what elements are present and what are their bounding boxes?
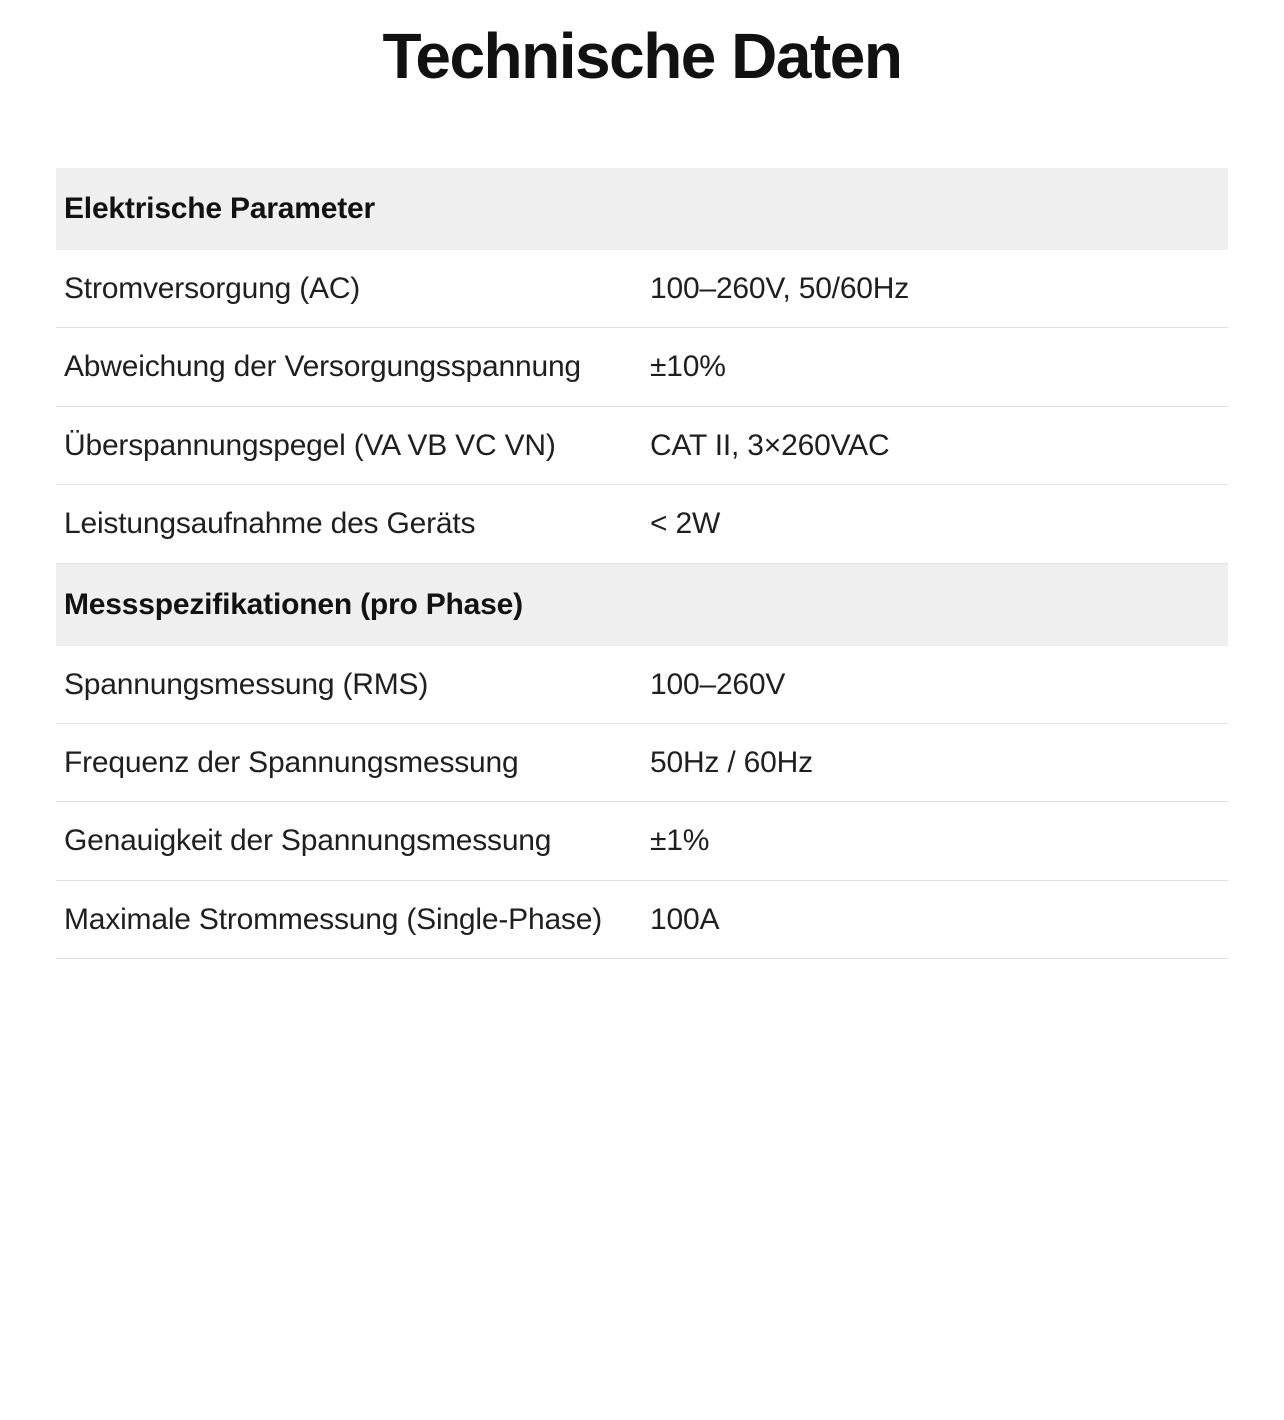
spec-label: Frequenz der Spannungsmessung [56,723,642,801]
table-row [56,328,1228,406]
section-heading-measurement-specifications: Messspezifikationen (pro Phase) [56,563,1228,646]
spec-value: < 2W [642,485,1228,563]
page-title: Technische Daten [382,20,902,92]
spec-value: 100–260V, 50/60Hz [642,250,1228,328]
table-row [56,723,1228,801]
table-row [56,485,1228,563]
spec-label: Maximale Strommessung (Single-Phase) [56,880,642,958]
table-row [56,406,1228,484]
table-row [56,646,1228,724]
spec-label: Stromversorgung (AC) [56,250,642,328]
spec-value: ±1% [642,802,1228,880]
spec-label: Leistungsaufnahme des Geräts [56,485,642,563]
table-row [56,880,1228,958]
spec-label: Abweichung der Versorgungsspannung [56,328,642,406]
spec-value: 100–260V [642,646,1228,724]
spec-label: Überspannungspegel (VA VB VC VN) [56,406,642,484]
section-header-row [56,563,1228,646]
section-heading-electrical-parameters: Elektrische Parameter [56,168,1228,250]
spec-value: 50Hz / 60Hz [642,723,1228,801]
table-row [56,250,1228,328]
technical-specifications-table [56,168,1228,959]
spec-value: 100A [642,880,1228,958]
spec-sheet-page [0,16,1284,959]
section-header-row [56,168,1228,250]
table-row [56,802,1228,880]
spec-value: CAT II, 3×260VAC [642,406,1228,484]
spec-label: Genauigkeit der Spannungsmessung [56,802,642,880]
spec-value: ±10% [642,328,1228,406]
spec-label: Spannungsmessung (RMS) [56,646,642,724]
